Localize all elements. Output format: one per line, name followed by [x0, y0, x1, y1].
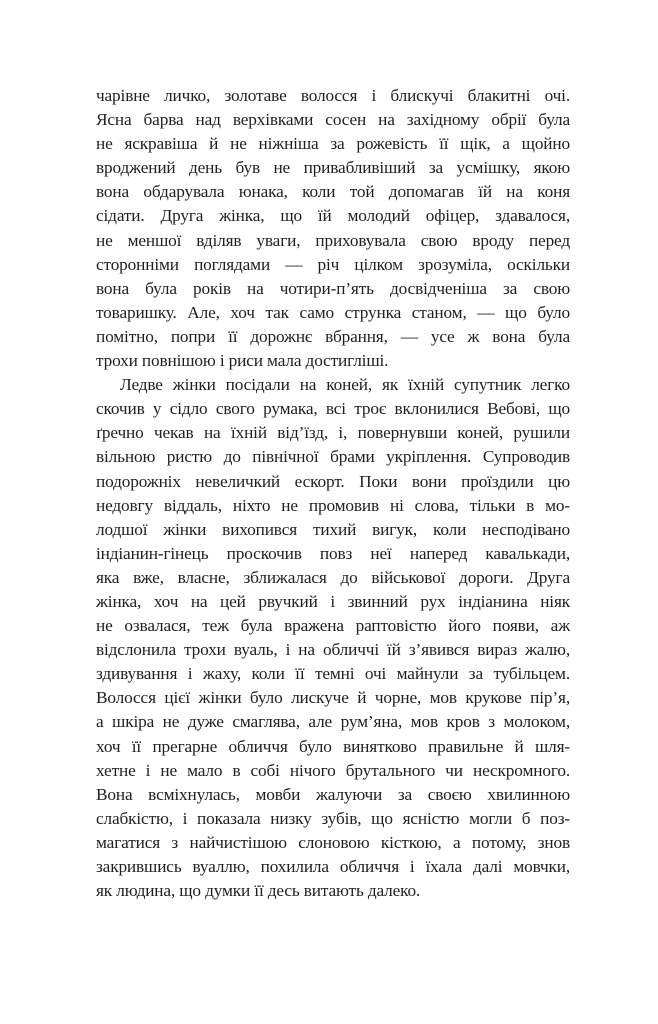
text-line: яка вже, власне, зближалася до військової дороги. Друга	[96, 567, 570, 587]
text-line: помітно, попри її дорожнє вбрання, — усе ж вона була	[96, 326, 570, 346]
text-line: ґречно чекав на їхній від’їзд, і, повернувши коней, рушили	[96, 423, 570, 443]
text-line: хетне і не мало в собі нічого брутального чи нескромного.	[96, 760, 570, 780]
text-line: відслонила трохи вуаль, і на обличчі їй з’явився вираз жалю,	[96, 640, 570, 660]
text-line: вільною ристю до північної брами укріплення. Супроводив	[96, 447, 570, 467]
text-line: а шкіра не дуже смаглява, але рум’яна, мов кров з молоком,	[96, 712, 570, 732]
text-line: скочив у сідло свого румака, всі троє вклонилися Вебові, що	[96, 399, 570, 419]
paragraph	[96, 84, 570, 373]
text-line: не меншої вділяв уваги, приховувала свою вроду перед	[96, 230, 570, 250]
text-line: слабкістю, і показала низку зубів, що ясністю могли б поз-	[96, 808, 570, 828]
text-line: трохи повнішою і риси мала достигліші.	[96, 351, 389, 371]
text-line: не озвалася, теж була вражена раптовістю його появи, аж	[96, 616, 570, 636]
text-line: індіанин-гінець проскочив повз неї наперед кавалькади,	[96, 543, 570, 563]
text-line: вроджений день був не привабливіший за усмішку, якою	[96, 158, 570, 178]
page-body-text	[96, 84, 570, 903]
text-line: як людина, що думки її десь витають далеко.	[96, 881, 421, 901]
text-line: хоч її прегарне обличчя було винятково правильне й шля-	[96, 736, 570, 756]
text-line: сідати. Друга жінка, що їй молодий офіцер, здавалося,	[96, 206, 570, 226]
text-line: Ледве жінки посідали на коней, як їхній супутник легко	[120, 375, 570, 395]
text-line: подорожніх невеличкий ескорт. Поки вони проїздили цю	[96, 471, 570, 491]
text-line: здивування і жаху, коли її темні очі майнули за тубільцем.	[96, 664, 570, 684]
text-line: сторонніми поглядами — річ цілком зрозуміла, оскільки	[96, 254, 570, 274]
text-line: магатися з найчистішою слоновою кісткою, а потому, знов	[96, 832, 570, 852]
paragraph	[96, 373, 570, 903]
text-line: закрившись вуаллю, похилила обличчя і їхала далі мовчки,	[96, 857, 570, 876]
text-line: Вона всміхнулась, мовби жалуючи за своєю хвилинною	[96, 784, 570, 804]
text-line: не яскравіша й не ніжніша за рожевість її щік, а щойно	[96, 134, 570, 154]
text-line: Ясна барва над верхівками сосен на західному обрії була	[96, 110, 570, 130]
text-line: лодшої жінки вихопився тихий вигук, коли несподівано	[96, 519, 570, 539]
text-line: чарівне личко, золотаве волосся і блискучі блакитні очі.	[96, 86, 570, 105]
text-line: Волосся цієї жінки було лискуче й чорне, мов крукове пір’я,	[96, 688, 570, 708]
text-line: вона обдарувала юнака, коли той допомагав їй на коня	[96, 182, 570, 202]
text-line: товаришку. Але, хоч так само струнка станом, — що було	[96, 302, 570, 322]
text-line: жінка, хоч на цей рвучкий і звинний рух індіанина ніяк	[96, 591, 570, 611]
text-line: недовгу віддаль, ніхто не промовив ні слова, тільки в мо-	[96, 495, 570, 515]
text-line: вона була років на чотири-п’ять досвідченіша за свою	[96, 278, 570, 298]
